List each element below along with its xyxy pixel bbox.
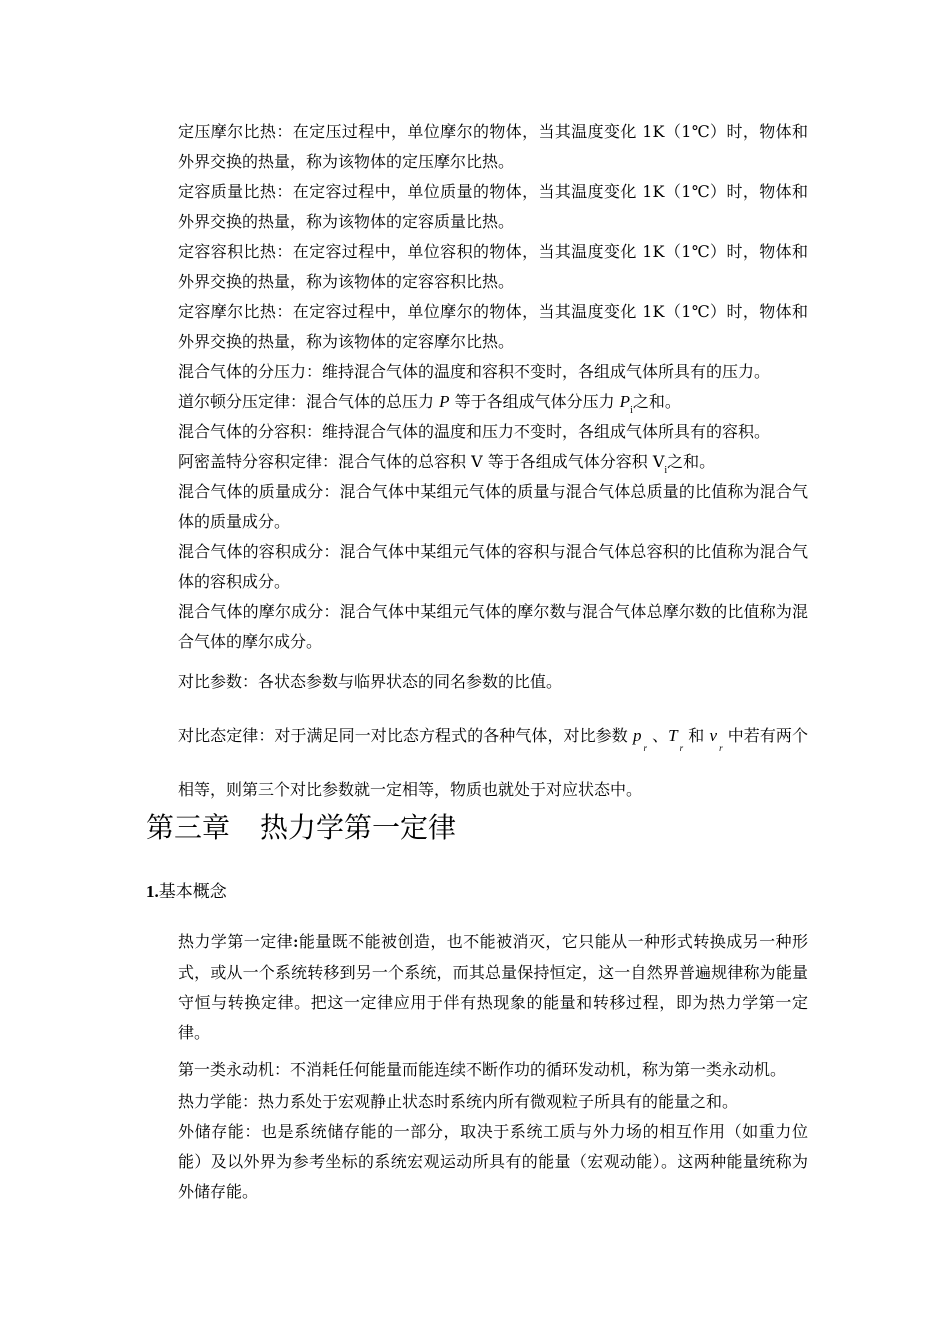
- paragraph-cv-molar: 定容摩尔比热：在定容过程中，单位摩尔的物体，当其温度变化 1K（1℃）时，物体和外界交换的热量，称为该物体的定容摩尔比热。: [178, 302, 808, 351]
- chapter-title: 热力学第一定律: [260, 811, 457, 844]
- chapter-heading: [146, 808, 456, 848]
- cs-text-before: 对比态定律：对于满足同一对比态方程式的各种气体，对比参数: [178, 726, 633, 745]
- paragraph-partial-volume: 混合气体的分容积：维持混合气体的温度和压力不变时，各组成气体所具有的容积。: [178, 422, 771, 441]
- dalton-text-after: 之和。: [632, 392, 681, 411]
- paragraph-first-law: [178, 927, 808, 1048]
- paragraph-perpetual-motion: 第一类永动机：不消耗任何能量而能连续不断作功的循环发动机，称为第一类永动机。: [178, 1060, 787, 1079]
- paragraph-cv-mass: 定容质量比热：在定容过程中，单位质量的物体，当其温度变化 1K（1℃）时，物体和外界交换的热量，称为该物体的定容质量比热。: [178, 182, 808, 231]
- section-number: 1.: [146, 882, 159, 901]
- paragraph-partial-pressure: 混合气体的分压力：维持混合气体的温度和容积不变时，各组成气体所具有的压力。: [178, 362, 771, 381]
- cs-subscript-r-1: r: [643, 743, 647, 753]
- paragraph-volume-fraction: 混合气体的容积成分：混合气体中某组元气体的容积与混合气体总容积的比值称为混合气体的容积成分。: [178, 542, 808, 591]
- first-law-colon: :: [293, 934, 299, 951]
- section-title: 基本概念: [158, 882, 227, 902]
- cs-symbol-t: T: [668, 726, 678, 745]
- paragraph-mole-fraction: 混合气体的摩尔成分：混合气体中某组元气体的摩尔数与混合气体总摩尔数的比值称为混合气体的摩尔成分。: [178, 602, 808, 651]
- dalton-text-before: 道尔顿分压定律：混合气体的总压力: [178, 392, 440, 411]
- cs-symbol-v: v: [709, 726, 718, 745]
- dalton-subscript-i: i: [630, 405, 633, 416]
- paragraph-external-energy: 外储存能：也是系统储存能的一部分，取决于系统工质与外力场的相互作用（如重力位能）及以外界为参考坐标的系统宏观运动所具有的能量（宏观动能）。这两种能量统称为外储存能。: [178, 1122, 808, 1201]
- cs-symbol-p: p: [632, 726, 642, 745]
- cs-subscript-r-3: r: [719, 743, 723, 753]
- paragraph-cp-molar: 定压摩尔比热：在定压过程中，单位摩尔的物体，当其温度变化 1K（1℃）时，物体和外界交换的热量，称为该物体的定压摩尔比热。: [178, 122, 808, 171]
- chapter-number: 第三章: [146, 811, 231, 844]
- amagat-text-before: 阿密盖特分容积定律：混合气体的总容积 V 等于各组成气体分容积 V: [178, 452, 665, 471]
- amagat-text-after: 之和。: [667, 452, 716, 471]
- paragraph-reduced-params: 对比参数：各状态参数与临界状态的同名参数的比值。: [178, 672, 563, 691]
- dalton-text-middle: 等于各组成气体分压力: [449, 392, 620, 411]
- paragraph-cv-volume: 定容容积比热：在定容过程中，单位容积的物体，当其温度变化 1K（1℃）时，物体和外界交换的热量，称为该物体的定容容积比热。: [178, 242, 808, 291]
- section-heading: [146, 878, 227, 906]
- cs-separator: 、: [646, 726, 669, 745]
- dalton-symbol-p: P: [439, 392, 450, 411]
- paragraph-internal-energy: 热力学能：热力系处于宏观静止状态时系统内所有微观粒子所具有的能量之和。: [178, 1092, 739, 1111]
- paragraph-corresponding-states: [178, 715, 808, 811]
- cs-and: 和: [683, 726, 710, 745]
- first-law-text: 能量既不能被创造，也不能被消灭，它只能从一种形式转换成另一种形式，或从一个系统转移到另一个系统，而其总量保持恒定，这一自然界普遍规律称为能量守恒与转换定律。把这一定律应用于伴有热现象的能量和转移过程，即为热力学第一定律。: [178, 932, 808, 1042]
- cs-text-after: 中若有两个相等，则第三个对比参数就一定相等，物质也就处于对应状态中。: [178, 726, 808, 799]
- dalton-symbol-pi: P: [619, 392, 631, 411]
- paragraph-mass-fraction: 混合气体的质量成分：混合气体中某组元气体的质量与混合气体总质量的比值称为混合气体的质量成分。: [178, 482, 808, 531]
- cs-subscript-r-2: r: [679, 743, 684, 753]
- amagat-subscript-i: i: [664, 465, 668, 476]
- first-law-term: 热力学第一定律: [178, 932, 294, 951]
